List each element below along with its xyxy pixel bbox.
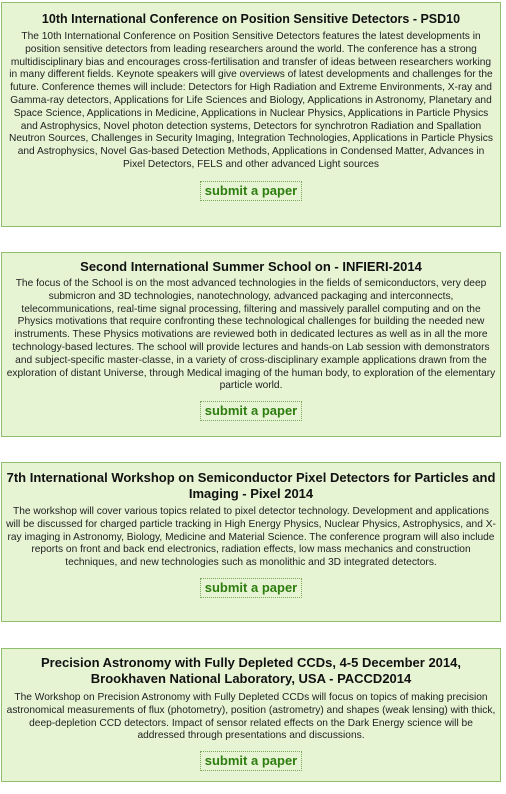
submit-paper-button[interactable]: submit a paper xyxy=(200,181,302,201)
card-title: 10th International Conference on Position Sensitive Detectors - PSD10 xyxy=(41,12,461,26)
conference-card-psd10 xyxy=(1,2,501,227)
card-title: 7th International Workshop on Semiconductor Pixel Detectors for Particles and Imaging - Pixel 2014 xyxy=(6,470,496,501)
card-title: Precision Astronomy with Fully Depleted CCDs, 4-5 December 2014, Brookhaven National Laboratory, USA - PACCD2014 xyxy=(41,655,461,686)
submit-paper-button[interactable]: submit a paper xyxy=(200,401,302,421)
card-description: The focus of the School is on the most advanced technologies in the fields of semiconductors, very deep submicron and 3D technologies, nanotechnology, advanced packaging and interconnects, telecommunications, real-time signal processing, filtering and massively parallel computing and on the Physics motivations that require confronting these technological challenges for building the needed new instruments. These Physics motivations are reviewed both in dedicated lectures as well as in all the more technology-based lectures. The school will provide lectures and hands-on Lab session with demonstrators and subject-specific master-classe, in a variety of cross-disciplinary example applications drawn from the exploration of distant Universe, through Medical imaging of the human body, to exploration of the elementary particle world. xyxy=(6,278,496,392)
card-description: The Workshop on Precision Astronomy with Fully Depleted CCDs will focus on topics of making precision astronomical measurements of flux (photometry), position (astrometry) and shapes (weak lensing) with thick, deep-depletion CCD detectors. Impact of sensor related effects on the Dark Energy science will be addressed through presentations and discussions. xyxy=(6,692,496,742)
submit-paper-button[interactable]: submit a paper xyxy=(200,751,302,771)
submit-paper-button[interactable]: submit a paper xyxy=(200,578,302,598)
conference-card-pixel2014 xyxy=(1,462,501,622)
card-title: Second International Summer School on - INFIERI-2014 xyxy=(80,259,422,274)
conference-card-paccd2014 xyxy=(1,648,501,782)
card-description: The 10th International Conference on Position Sensitive Detectors features the latest developments in position sensitive detectors from leading researchers around the world. The conference has a strong multidisciplinary bias and encourages cross-fertilisation and transfer of ideas between researchers working in many different fields. Keynote speakers will give overviews of latest developments and challenges for the future. Conference themes will include: Detectors for High Radiation and Extreme Environments, X-ray and Gamma-ray detectors, Applications for Life Sciences and Biology, Applications in Astronomy, Planetary and Space Science, Applications in Medicine, Applications in Nuclear Physics, Applications in Particle Physics and Astrophysics, Novel photon detection systems, Detectors for synchrotron Radiation and Spallation Neutron Sources, Challenges in Security Imaging, Integration Technologies, Applications in Particle Physics and Astrophysics, Novel Gas-based Detection Methods, Applications in Condensed Matter, Advances in Pixel Detectors, FELS and other advanced Light sources xyxy=(9,31,493,170)
conference-card-infieri xyxy=(1,252,501,437)
card-description: The workshop will cover various topics related to pixel detector technology. Development and applications will be discussed for charged particle tracking in High Energy Physics, Nuclear Physics, Astrophysics, and X-ray imaging in Astronomy, Biology, Medicine and Material Science. The conference program will also include reports on front and back end electronics, radiation effects, low mass mechanics and construction techniques, and new technologies such as monolithic and 3D integrated detectors. xyxy=(6,506,496,569)
